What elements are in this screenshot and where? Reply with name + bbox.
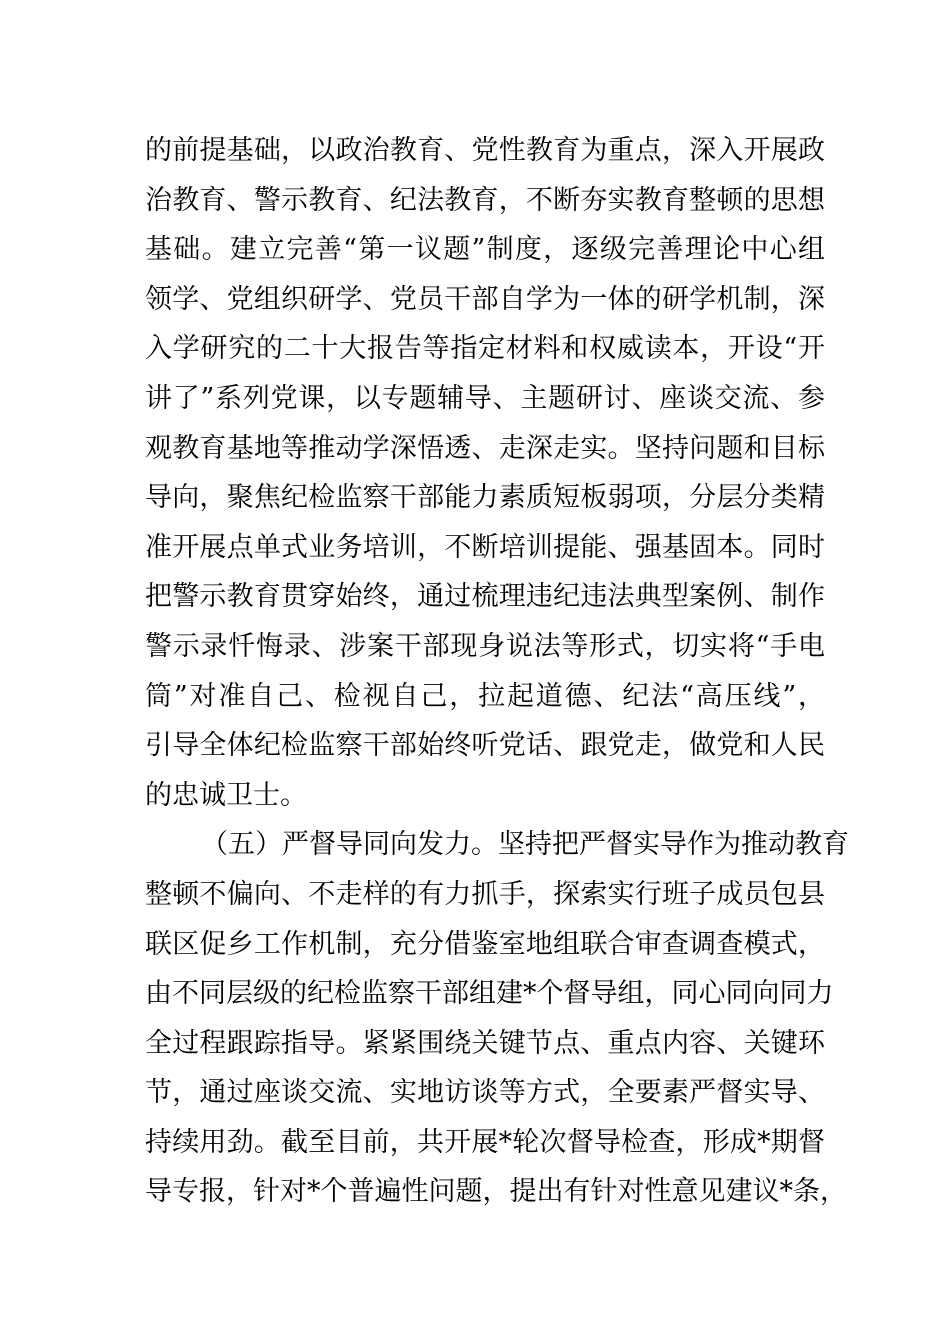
paragraph-2-line-7: 持续用劲。截至目前，共开展*轮次督导检查，形成*期督 <box>145 1126 825 1158</box>
paragraph-2-line-6: 节，通过座谈交流、实地访谈等方式，全要素严督实导、 <box>145 1077 825 1109</box>
paragraph-1-line-1: 的前提基础，以政治教育、党性教育为重点，深入开展政 <box>145 135 825 166</box>
paragraph-1-line-3: 基础。建立完善“第一议题”制度，逐级完善理论中心组 <box>145 234 825 266</box>
paragraph-1 <box>145 126 825 820</box>
paragraph-1-line-2: 治教育、警示教育、纪法教育，不断夯实教育整顿的思想 <box>145 184 825 216</box>
document-body <box>145 126 849 1217</box>
paragraph-1-line-5: 入学研究的二十大报告等指定材料和权威读本，开设“开 <box>145 333 825 365</box>
paragraph-1-line-10: 把警示教育贯穿始终，通过梳理违纪违法典型案例、制作 <box>145 581 825 613</box>
paragraph-2-line-1: （五）严督导同向发力。坚持把严督实导作为推动教育 <box>201 829 849 861</box>
paragraph-1-line-7: 观教育基地等推动学深悟透、走深走实。坚持问题和目标 <box>145 432 825 464</box>
paragraph-2-line-5: 全过程跟踪指导。紧紧围绕关键节点、重点内容、关键环 <box>145 1027 825 1059</box>
paragraph-2 <box>145 820 849 1217</box>
paragraph-2-line-4: 由不同层级的纪检监察干部组建*个督导组，同心同向同力 <box>145 978 834 1010</box>
paragraph-1-line-14: 的忠诚卫士。 <box>145 779 307 811</box>
paragraph-1-line-4: 领学、党组织研学、党员干部自学为一体的研学机制，深 <box>145 283 825 315</box>
paragraph-1-line-8: 导向，聚焦纪检监察干部能力素质短板弱项，分层分类精 <box>145 482 825 514</box>
paragraph-1-line-12: 筒”对准自己、检视自己，拉起道德、纪法“高压线”， <box>145 680 825 712</box>
paragraph-1-line-9: 准开展点单式业务培训，不断培训提能、强基固本。同时 <box>145 531 825 563</box>
paragraph-2-line-2: 整顿不偏向、不走样的有力抓手，探索实行班子成员包县 <box>145 878 825 910</box>
paragraph-2-line-3: 联区促乡工作机制，充分借鉴室地组联合审查调查模式， <box>145 928 825 960</box>
paragraph-1-line-13: 引导全体纪检监察干部始终听党话、跟党走，做党和人民 <box>145 730 825 762</box>
paragraph-1-line-11: 警示录忏悔录、涉案干部现身说法等形式，切实将“手电 <box>145 630 825 662</box>
paragraph-1-line-6: 讲了”系列党课，以专题辅导、主题研讨、座谈交流、参 <box>145 382 825 414</box>
paragraph-2-line-8: 导专报，针对*个普遍性问题，提出有针对性意见建议*条， <box>145 1176 847 1208</box>
